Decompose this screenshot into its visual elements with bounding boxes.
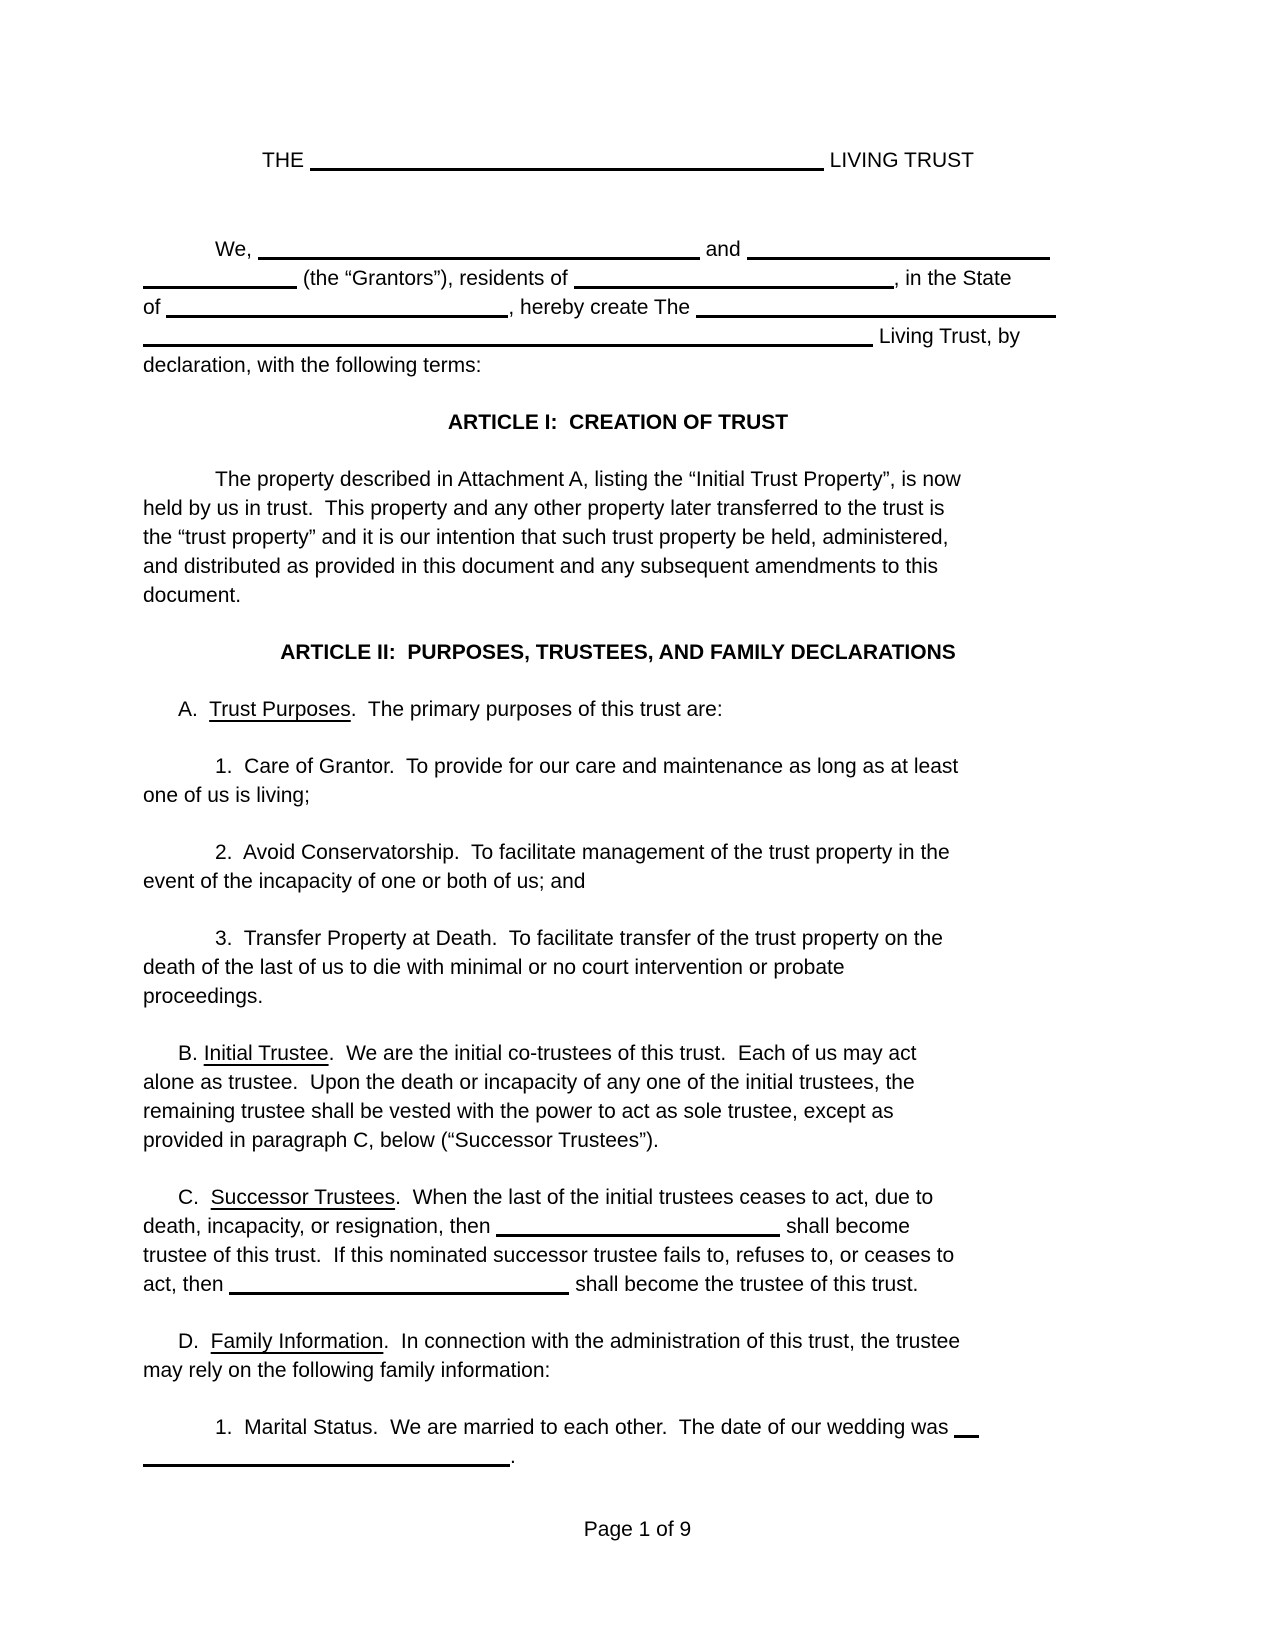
text-line bbox=[143, 1097, 1093, 1126]
item-2-avoid-conservatorship bbox=[143, 838, 1093, 896]
text-line bbox=[143, 638, 1093, 667]
text-run: We, bbox=[215, 238, 258, 261]
blank-field bbox=[229, 1276, 569, 1295]
text-run: . In connection with the administration of this trust, the trustee bbox=[383, 1330, 961, 1353]
text-run: , in the State bbox=[893, 267, 1012, 290]
indent-spacer bbox=[143, 1433, 215, 1434]
text-run: A. bbox=[178, 698, 210, 721]
text-line bbox=[143, 1183, 1093, 1212]
text-run: . bbox=[510, 1445, 516, 1468]
text-line bbox=[143, 781, 1093, 810]
text-line bbox=[143, 465, 1093, 494]
item-3-transfer-property-at-death bbox=[143, 924, 1093, 1011]
text-run: event of the incapacity of one or both of us; and bbox=[143, 870, 586, 893]
page-number: Page 1 of 9 bbox=[583, 1518, 692, 1541]
document-body bbox=[143, 146, 1093, 1471]
text-line bbox=[143, 867, 1093, 896]
text-run: declaration, with the following terms: bbox=[143, 354, 482, 377]
text-run: (the “Grantors”), residents of bbox=[297, 267, 574, 290]
text-run: of bbox=[143, 296, 167, 319]
text-line bbox=[143, 351, 1093, 380]
underlined-term: Initial Trustee bbox=[203, 1042, 329, 1065]
text-run: Living Trust, by bbox=[873, 325, 1021, 348]
text-run: remaining trustee shall be vested with the power to act as sole trustee, except as bbox=[143, 1100, 894, 1123]
text-line bbox=[143, 1356, 1093, 1385]
indent-spacer bbox=[143, 1347, 178, 1348]
blank-field bbox=[954, 1419, 979, 1438]
blank-field bbox=[166, 299, 508, 318]
item-c-successor-trustees bbox=[143, 1183, 1093, 1299]
text-line bbox=[143, 322, 1093, 351]
article-2-heading bbox=[143, 638, 1093, 667]
indent-spacer bbox=[143, 1059, 178, 1060]
blank-field bbox=[574, 270, 894, 289]
text-line bbox=[143, 1270, 1093, 1299]
text-line bbox=[143, 552, 1093, 581]
item-d-family-information bbox=[143, 1327, 1093, 1385]
opening-declaration bbox=[143, 235, 1093, 380]
text-run: death, incapacity, or resignation, then bbox=[143, 1215, 497, 1238]
text-run: . The primary purposes of this trust are: bbox=[350, 698, 723, 721]
text-line bbox=[143, 494, 1093, 523]
text-line bbox=[143, 1068, 1093, 1097]
text-run: . When the last of the initial trustees ceases to act, due to bbox=[395, 1186, 934, 1209]
text-line bbox=[143, 1039, 1093, 1068]
text-run: THE bbox=[262, 149, 310, 172]
text-run: 1. Care of Grantor. To provide for our care and maintenance as long as at least bbox=[215, 755, 959, 778]
underlined-term: Successor Trustees bbox=[210, 1186, 396, 1209]
text-line bbox=[143, 752, 1093, 781]
article-1-heading bbox=[143, 408, 1093, 437]
text-run: death of the last of us to die with minimal or no court intervention or probate bbox=[143, 956, 845, 979]
text-run: 2. Avoid Conservatorship. To facilitate management of the trust property in the bbox=[215, 841, 950, 864]
blank-field bbox=[143, 1448, 510, 1467]
text-line bbox=[143, 1442, 1093, 1471]
article-1-body bbox=[143, 465, 1093, 610]
text-run: provided in paragraph C, below (“Successor Trustees”). bbox=[143, 1129, 659, 1152]
text-run: proceedings. bbox=[143, 985, 264, 1008]
text-run: may rely on the following family information: bbox=[143, 1359, 551, 1382]
indent-spacer bbox=[143, 255, 215, 256]
text-line bbox=[143, 1241, 1093, 1270]
text-line bbox=[143, 1327, 1093, 1356]
text-run: alone as trustee. Upon the death or incapacity of any one of the initial trustees, the bbox=[143, 1071, 915, 1094]
text-line bbox=[143, 982, 1093, 1011]
underlined-term: Family Information bbox=[210, 1330, 384, 1353]
text-run: held by us in trust. This property and any other property later transferred to the trust is bbox=[143, 497, 945, 520]
blank-field bbox=[143, 328, 873, 347]
text-line bbox=[143, 1126, 1093, 1155]
indent-spacer bbox=[143, 772, 215, 773]
text-line bbox=[143, 235, 1093, 264]
text-line bbox=[143, 1413, 1093, 1442]
text-run: document. bbox=[143, 584, 242, 607]
indent-spacer bbox=[143, 1203, 178, 1204]
heading-text: ARTICLE II: PURPOSES, TRUSTEES, AND FAMILY DECLARATIONS bbox=[280, 641, 956, 664]
text-line bbox=[143, 1212, 1093, 1241]
indent-spacer bbox=[143, 944, 215, 945]
text-line bbox=[143, 695, 1093, 724]
heading-text: ARTICLE I: CREATION OF TRUST bbox=[447, 411, 789, 434]
trust-title bbox=[143, 146, 1093, 175]
text-run: trustee of this trust. If this nominated successor trustee fails to, refuses to, or ceases to bbox=[143, 1244, 955, 1267]
text-run: . We are the initial co-trustees of this trust. Each of us may act bbox=[328, 1042, 917, 1065]
text-run: C. bbox=[178, 1186, 211, 1209]
text-run: and bbox=[699, 238, 747, 261]
text-run: shall become bbox=[780, 1215, 910, 1238]
text-run: 1. Marital Status. We are married to each other. The date of our wedding was bbox=[215, 1416, 955, 1439]
blank-field bbox=[310, 152, 824, 171]
text-line bbox=[143, 924, 1093, 953]
text-run: shall become the trustee of this trust. bbox=[569, 1273, 919, 1296]
indent-spacer bbox=[143, 715, 178, 716]
item-a-trust-purposes bbox=[143, 695, 1093, 724]
blank-field bbox=[496, 1218, 780, 1237]
text-line bbox=[143, 581, 1093, 610]
text-line bbox=[143, 293, 1093, 322]
underlined-term: Trust Purposes bbox=[209, 698, 351, 721]
blank-field bbox=[143, 270, 297, 289]
text-run: D. bbox=[178, 1330, 211, 1353]
text-run: one of us is living; bbox=[143, 784, 310, 807]
text-run: The property described in Attachment A, listing the “Initial Trust Property”, is now bbox=[215, 468, 961, 491]
text-run: LIVING TRUST bbox=[823, 149, 974, 172]
text-run: the “trust property” and it is our intention that such trust property be held, administered, bbox=[143, 526, 949, 549]
indent-spacer bbox=[143, 858, 215, 859]
item-b-initial-trustee bbox=[143, 1039, 1093, 1155]
text-line bbox=[143, 264, 1093, 293]
text-line bbox=[143, 953, 1093, 982]
item-1-marital-status bbox=[143, 1413, 1093, 1471]
blank-field bbox=[747, 241, 1050, 260]
blank-field bbox=[696, 299, 1056, 318]
indent-spacer bbox=[143, 485, 215, 486]
text-line bbox=[143, 838, 1093, 867]
text-run: B. bbox=[178, 1042, 204, 1065]
text-line bbox=[143, 146, 1093, 175]
text-run: , hereby create The bbox=[508, 296, 696, 319]
text-run: act, then bbox=[143, 1273, 230, 1296]
text-line bbox=[143, 408, 1093, 437]
text-run: 3. Transfer Property at Death. To facilitate transfer of the trust property on the bbox=[215, 927, 943, 950]
text-run: and distributed as provided in this document and any subsequent amendments to this bbox=[143, 555, 938, 578]
blank-field bbox=[258, 241, 700, 260]
text-line bbox=[143, 523, 1093, 552]
item-1-care-of-grantor bbox=[143, 752, 1093, 810]
